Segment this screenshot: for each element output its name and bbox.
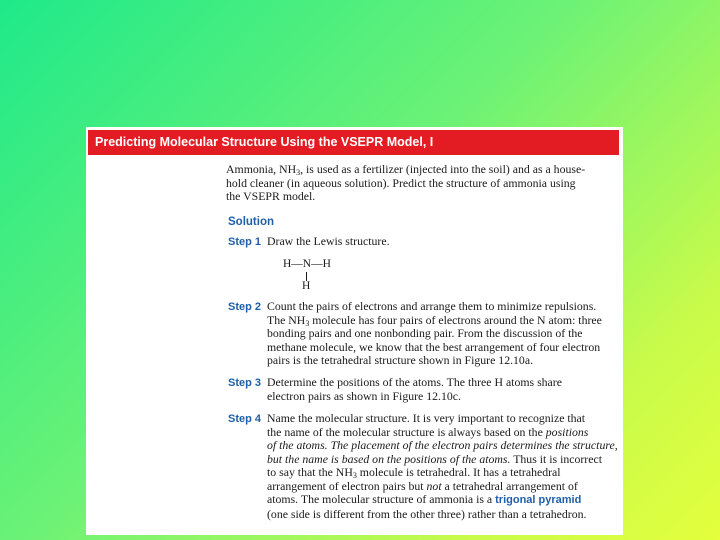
step-2-line-4: methane molecule, we know that the best arrangement of four electron [267,339,601,354]
intro-text: , is used as a fertilizer (injected into the soil) and as a house- [300,162,586,176]
intro-text: Ammonia, NH [226,162,297,176]
subscript: 3 [296,168,301,177]
step-4-line-6 [267,480,619,494]
step-3-label: Step 3 [228,377,262,389]
step-1-line: Draw the Lewis structure. [267,234,390,248]
step-1-text [267,235,619,249]
step-2-label: Step 2 [228,301,262,313]
step-text: atoms. The molecular structure of ammonia is a [267,492,496,506]
lewis-structure [283,258,343,294]
step-text: arrangement of electron pairs but [267,478,427,493]
panel-title: Predicting Molecular Structure Using the VSEPR Model, I [88,130,619,155]
step-4-text [267,412,619,521]
step-text: The NH [267,312,306,327]
step-text: the name of the molecular structure is always based on the [267,424,546,439]
step-4-line-3: of the atoms. The placement of the electron pairs determines the structure, [267,438,618,452]
step-2-text [267,300,619,368]
step-3-line-1: Determine the positions of the atoms. The three H atoms share [267,375,562,389]
step-text-italic: but the name is based on the positions of the atoms. [267,451,511,466]
step-4-label: Step 4 [228,413,262,425]
step-text: Thus it is incorrect [510,451,602,466]
intro-paragraph [226,163,619,204]
solution-heading: Solution [228,216,274,228]
step-4-line-2 [267,426,619,440]
step-2-line-1: Count the pairs of electrons and arrange them to minimize repulsions. [267,299,597,313]
key-term: trigonal pyramid [495,494,582,506]
step-4-line-5 [267,466,619,480]
subscript: 3 [305,318,310,328]
step-text: molecule has four pairs of electrons around the N atom: three [309,312,602,327]
step-2-line-5: pairs is the tetrahedral structure shown in Figure 12.10a. [267,353,534,367]
step-4-line-7 [267,493,619,508]
intro-line-2: hold cleaner (in aqueous solution). Predict the structure of ammonia using [226,175,576,190]
step-4-line-8: (one side is different from the other three) rather than a tetrahedron. [267,506,587,521]
step-2-line-2 [267,314,619,328]
lewis-top-row: H—N—H [283,258,331,270]
step-4-line-1: Name the molecular structure. It is very important to recognize that [267,411,586,425]
step-text: a tetrahedral arrangement of [441,478,578,493]
intro-line-3: the VSEPR model. [226,189,316,204]
subscript: 3 [352,471,357,480]
step-text-italic: not [426,478,442,493]
intro-line-1 [226,163,619,177]
step-text-italic: positions [545,424,589,439]
sample-exercise-panel [86,127,623,535]
step-1-label: Step 1 [228,236,262,248]
lewis-bottom-atom: H [302,280,311,292]
step-3-line-2: electron pairs as shown in Figure 12.10c. [267,388,461,403]
step-2-line-3: bonding pairs and one nonbonding pair. From the discussion of the [267,326,583,340]
step-text: molecule is tetrahedral. It has a tetrahedral [356,465,561,479]
step-4-line-4 [267,453,619,467]
step-text: to say that the NH [267,465,353,479]
step-3-text [267,376,619,403]
